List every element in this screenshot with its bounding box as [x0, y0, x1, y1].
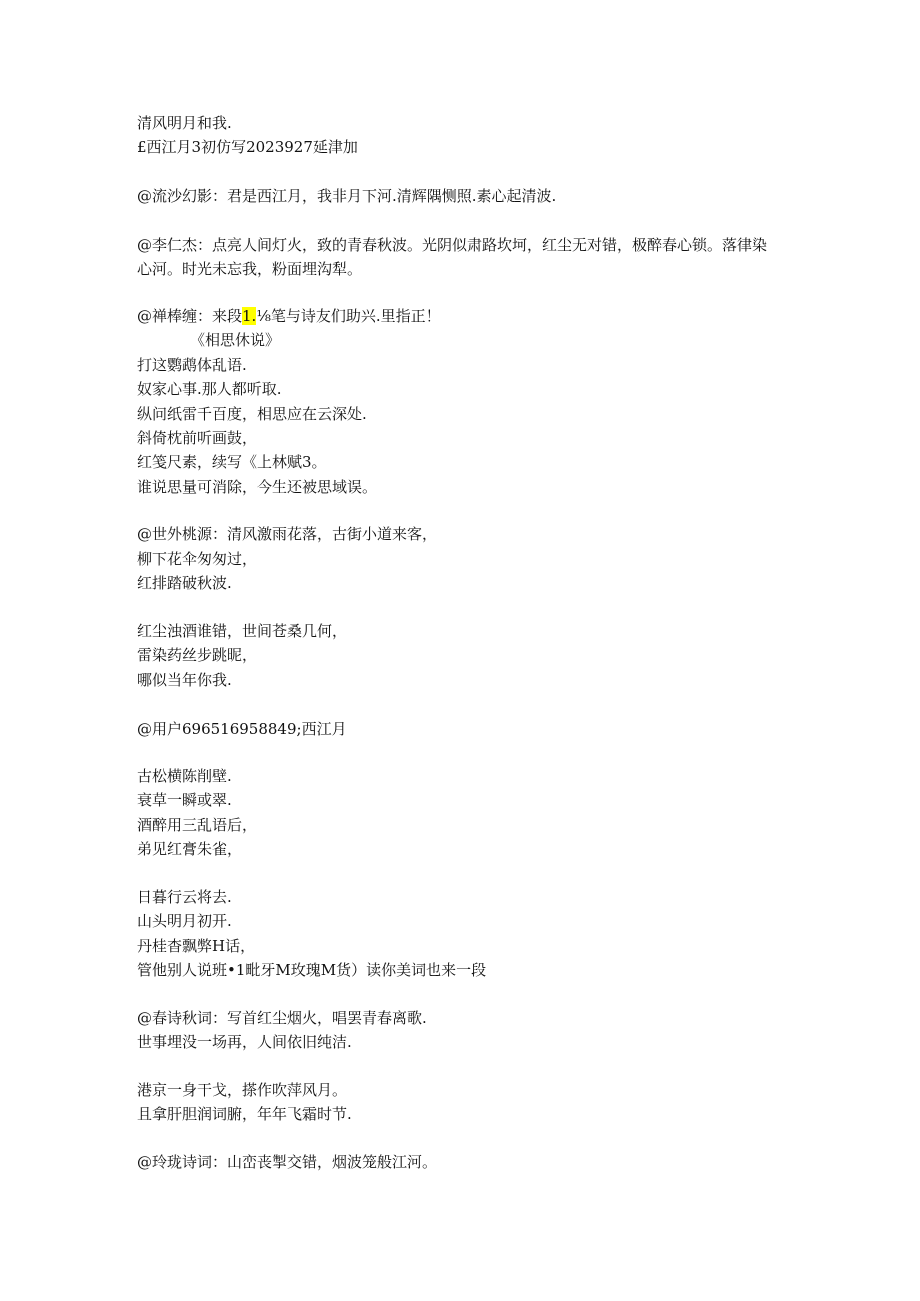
- comment-line: @用户696516958849;西江月: [137, 720, 347, 738]
- comment-line: @春诗秋词：写首红尘烟火，唱罢青春离歌.: [137, 1009, 427, 1027]
- poem-line: 弟见红膏朱雀，: [137, 840, 243, 858]
- comment-line: @流沙幻影：君是西江月，我非月下河.清辉隅恻照.素心起清波.: [137, 187, 557, 205]
- poem-line: 红笺尺素，续写《上林赋3。: [137, 453, 327, 471]
- poem-line: 谁说思量可消除，今生还被思域误。: [137, 478, 378, 496]
- poem-line: 打这鹦鹉体乱语.: [137, 356, 247, 374]
- comment-line: @玲珑诗词：山峦丧掣交错，烟波笼般江河。: [137, 1153, 438, 1171]
- poem-title: 《相思休说》: [190, 331, 281, 349]
- poem-line: 世事埋没一场再，人间依旧纯洁.: [137, 1033, 352, 1051]
- poem-line: 斜倚枕前听画鼓，: [137, 429, 258, 447]
- comment-line: @李仁杰：点亮人间灯火，致的青春秋波。光阴似肃路坎坷，红尘无对错，极醉春心锁。落律染: [137, 236, 768, 254]
- poem-line: 雷染药丝步跳昵，: [137, 646, 258, 664]
- poem-line: 酒醉用三乱语后，: [137, 816, 258, 834]
- poem-line: 奴家心事.那人都听取.: [137, 380, 282, 398]
- poem-line: 纵问纸雷千百度，相思应在云深处.: [137, 405, 367, 423]
- text-line: 清风明月和我.: [137, 114, 232, 132]
- poem-line: 哪似当年你我.: [137, 671, 232, 689]
- poem-line: 管他别人说班•1毗牙M玫瑰M货）读你美词也来一段: [137, 961, 487, 979]
- comment-line: @世外桃源：清风激雨花落，古街小道来客，: [137, 525, 438, 543]
- poem-line: 古松横陈削壁.: [137, 767, 232, 785]
- highlighted-text: 1.: [242, 307, 257, 325]
- poem-line: 日暮行云将去.: [137, 888, 232, 906]
- text-line: 心河。时光未忘我，粉面埋沟犁。: [137, 260, 363, 278]
- poem-line: 红尘浊酒谁错，世间苍桑几何，: [137, 622, 348, 640]
- poem-line: 且拿肝胆润词腑，年年飞霜时节.: [137, 1105, 352, 1123]
- text-line: £西江月3初仿写2023927延津加: [137, 138, 358, 156]
- poem-line: 港京一身干戈，搽作吹萍风月。: [137, 1081, 348, 1099]
- poem-line: 衰草一瞬或翠.: [137, 791, 232, 809]
- poem-line: 柳下花伞匆匆过，: [137, 550, 258, 568]
- comment-prefix: @禅棒缠：来段: [137, 307, 243, 325]
- comment-suffix: ⅛笔与诗友们助兴.里指正！: [256, 307, 441, 325]
- poem-line: 丹桂杳飘弊H话，: [137, 937, 256, 955]
- poem-line: 山头明月初开.: [137, 912, 232, 930]
- comment-line: [137, 306, 441, 326]
- poem-line: 红排踏破秋波.: [137, 574, 232, 592]
